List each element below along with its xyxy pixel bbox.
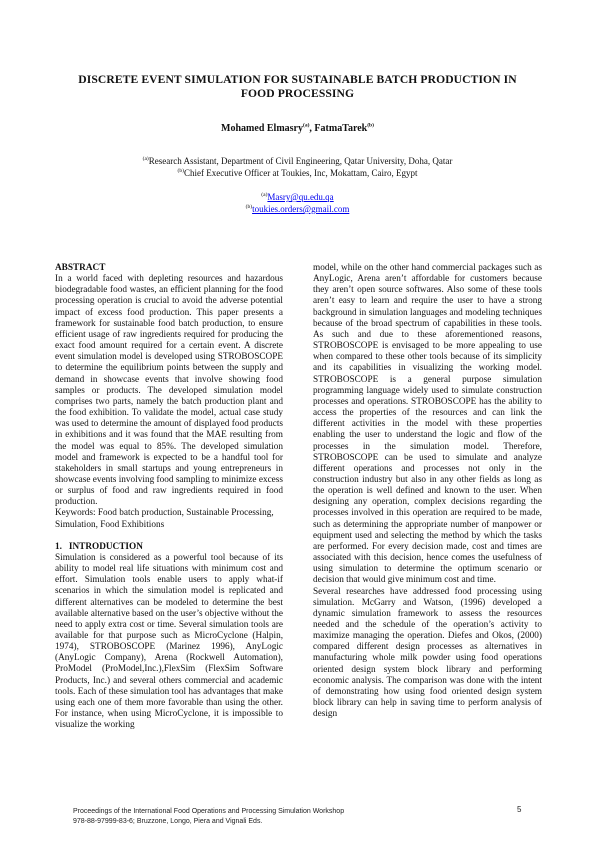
page-number: 5 bbox=[517, 805, 522, 814]
author-line bbox=[60, 123, 535, 134]
introduction-paragraph: Several researches have addressed food processing using simulation. McGarry and Watson, (1996) developed a dynamic simulation framework to assess the resources needed and the schedule of the operation’s activity to maximize managing the operation. Diefes and Okos, (2000) compared different design processes as alternatives in manufacturing whole milk powder using food operations oriented design system block library and performing economic analysis. The comparison was done with the intent of demonstrating how using food oriented design system block library can help in saving time to perform analysis of design bbox=[313, 586, 542, 720]
abstract-heading: ABSTRACT bbox=[55, 263, 106, 273]
email-link[interactable]: Masry@qu.edu.qa bbox=[267, 192, 334, 202]
introduction-paragraph: Simulation is considered as a powerful tool because of its ability to model real life situations with minimum cost and effort. Simulation tools enable users to apply what-if scenarios in which the simulation model is replicated and different alternatives can be modeled to determine the best available alternative based on the user’s objective without the need to apply extra cost or time. Several simulation tools are available for that purpose such as MicroCyclone (Halpin, 1974), STROBOSCOPE (Marinez 1996), AnyLogic (AnyLogic Company), Arena (Rockwell Automation), ProModel (ProModel,Inc.),FlexSim (FlexSim Software Products, Inc.) and several others commercial and academic tools. Each of these simulation tool has advantages that make using each one of them more favorable than using the other. For instance, when using MicroCyclone, it is impossible to visualize the working bbox=[55, 552, 283, 731]
email-marker: (b) bbox=[245, 204, 253, 210]
email-b bbox=[60, 204, 535, 214]
affiliation-marker: (a) bbox=[142, 156, 149, 162]
affiliation-a bbox=[60, 156, 535, 166]
email-link[interactable]: toukies.orders@gmail.com bbox=[252, 204, 350, 214]
footer-isbn: 978-88-97999-83-6; Bruzzone, Longo, Piera and Vignali Eds. bbox=[73, 818, 263, 825]
affiliation-text: Chief Executive Officer at Toukies, Inc, Mokattam, Cairo, Egypt bbox=[183, 168, 418, 178]
introduction-heading: 1. INTRODUCTION bbox=[55, 541, 143, 552]
author-marker: (a) bbox=[303, 122, 310, 129]
author-separator: , bbox=[309, 123, 315, 134]
page-footer bbox=[73, 807, 513, 827]
introduction-paragraph-continued: model, while on the other hand commercial packages such as AnyLogic, Arena aren’t affordable for customers because they aren’t open source softwares. Also some of these tools aren’t easy to learn and require the user to have a strong background in simulation languages and modeling techniques because of the broad spectrum of capabilities in these tools. As such and due to these aforementioned reasons, STROBOSCOPE is envisaged to be more appealing to use when compared to these other tools because of its simplicity and its capabilities in visualizing the working model. STROBOSCOPE is a general purpose simulation programming language widely used to simulate construction processes and operations. STROBOSCOPE has the ability to access the properties of the resources and can link the different activities in the model with these properties enabling the user to understand the logic and flow of the processes in the simulation model. Therefore, STROBOSCOPE can be used to simulate and analyze different operations and processes not only in the construction industry but also in any other fields as long as the operation is well defined and known to the user. When designing any operation, complex decisions regarding the processes involved in this operation are required to be made, such as determining the appropriate number of manpower or equipment used and selecting the method by which the tasks are performed. For every decision made, cost and times are associated with this decision, hence comes the usefulness of using simulation to determine the optimum scenario or decision that would give minimum cost and time. bbox=[313, 263, 542, 586]
author-name: Mohamed Elmasry bbox=[221, 123, 303, 134]
author-name: FatmaTarek bbox=[314, 123, 368, 134]
right-column bbox=[313, 263, 542, 720]
footer-proceedings: Proceedings of the International Food Operations and Processing Simulation Workshop bbox=[73, 808, 345, 815]
left-column bbox=[55, 263, 283, 731]
paper-title: DISCRETE EVENT SIMULATION FOR SUSTAINABLE BATCH PRODUCTION IN FOOD PROCESSING bbox=[78, 73, 517, 100]
affiliation-b bbox=[60, 168, 535, 178]
email-a bbox=[60, 192, 535, 202]
affiliation-text: Research Assistant, Department of Civil Engineering, Qatar University, Doha, Qatar bbox=[148, 156, 453, 166]
keywords: Keywords: Food batch production, Sustainable Processing, Simulation, Food Exhibitions bbox=[55, 508, 274, 530]
abstract-body: In a world faced with depleting resources and hazardous biodegradable food wastes, an efficient planning for the food processing operation is crucial to avoid the adverse potential impact of excess food production. This paper presents a framework for sustainable food batch production, to ensure efficient usage of raw ingredients required for producing the exact food amount required for a certain event. A discrete event simulation model is developed using STROBOSCOPE to determine the equilibrium points between the supply and demand in showcase events that involve showing food samples or products. The developed simulation model comprises two parts, namely the batch production plant and the food exhibition. To validate the model, actual case study was used to determine the amount of displayed food products in exhibitions and it was found that the MAE resulting from the model was equal to 85%. The developed simulation model and framework is expected to be a handful tool for stakeholders in small startups and young entrepreneurs in showcase events involving food sampling to minimize excess or surplus of food and raw ingredients required in food production. bbox=[55, 274, 283, 508]
email-marker: (a) bbox=[261, 192, 268, 198]
author-marker: (b) bbox=[367, 122, 374, 129]
affiliation-marker: (b) bbox=[177, 168, 184, 174]
